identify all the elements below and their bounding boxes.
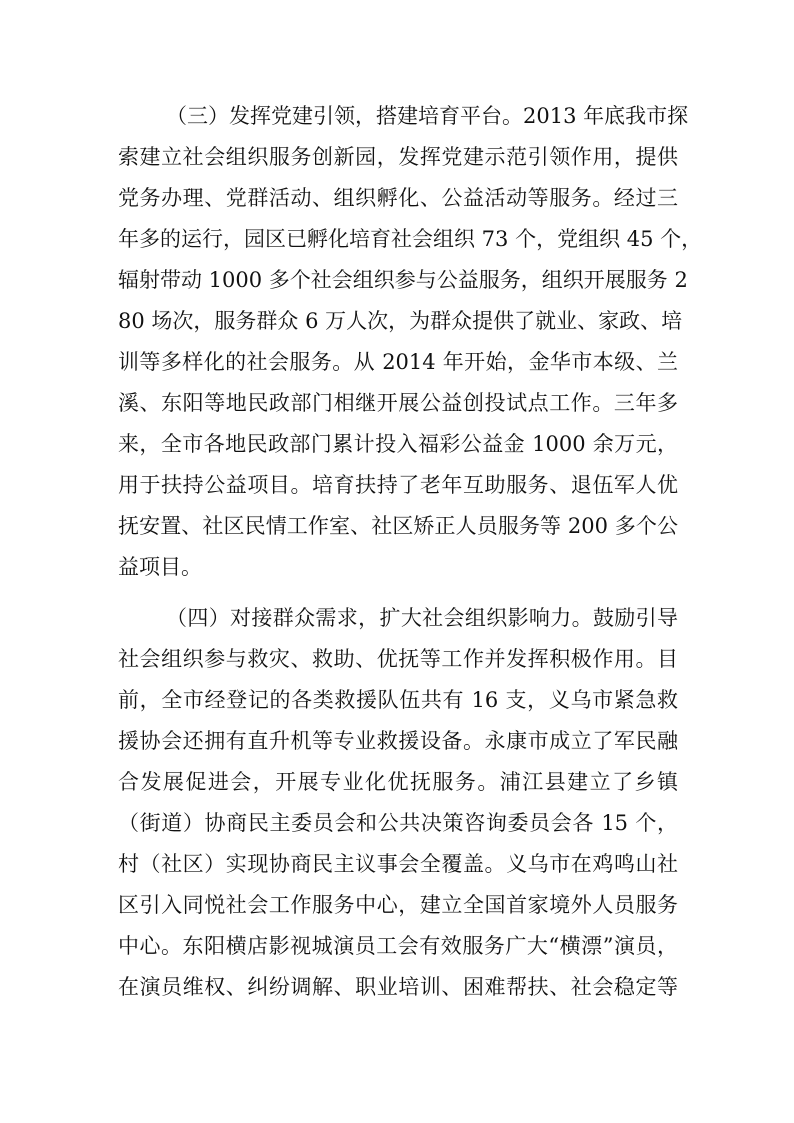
- paragraph-3-line-3: 党务办理、党群活动、组织孵化、公益活动等服务。经过三: [118, 186, 678, 210]
- paragraph-3-line-1: （三）发挥党建引领，搭建培育平台。2013 年底我市探: [166, 104, 689, 128]
- paragraph-spacer: [118, 588, 678, 598]
- paragraph-3-line-2: 索建立社会组织服务创新园，发挥党建示范引领作用，提供: [118, 145, 678, 169]
- paragraph-4-line-8: 区引入同悦社会工作服务中心，建立全国首家境外人员服务: [118, 893, 678, 917]
- paragraph-4-line-10: 在演员维权、纠纷调解、职业培训、困难帮扶、社会稳定等: [118, 975, 678, 999]
- paragraph-3-line-11: 抚安置、社区民情工作室、社区矫正人员服务等 200 多个公: [118, 514, 678, 538]
- paragraph-3-line-4: 年多的运行，园区已孵化培育社会组织 73 个，党组织 45 个，: [118, 227, 703, 251]
- paragraph-4-line-6: （街道）协商民主委员会和公共决策咨询委员会各 15 个，: [118, 811, 678, 835]
- paragraph-4-line-2: 社会组织参与救灾、救助、优抚等工作并发挥积极作用。目: [118, 647, 678, 671]
- paragraph-4-line-1: （四）对接群众需求，扩大社会组织影响力。鼓励引导: [166, 606, 678, 630]
- paragraph-4-line-5: 合发展促进会，开展专业化优抚服务。浦江县建立了乡镇: [118, 770, 678, 794]
- paragraph-3-line-8: 溪、东阳等地民政部门相继开展公益创投试点工作。三年多: [118, 391, 678, 415]
- paragraph-4-line-3: 前，全市经登记的各类救援队伍共有 16 支，义乌市紧急救: [118, 688, 678, 712]
- paragraph-4-line-7: 村（社区）实现协商民主议事会全覆盖。义乌市在鸡鸣山社: [118, 852, 678, 876]
- paragraph-4-line-9: 中心。东阳横店影视城演员工会有效服务广大“横漂”演员，: [118, 934, 678, 958]
- paragraph-3-line-10: 用于扶持公益项目。培育扶持了老年互助服务、退伍军人优: [118, 473, 678, 497]
- paragraph-3-line-5: 辐射带动 1000 多个社会组织参与公益服务，组织开展服务 2: [118, 268, 688, 292]
- paragraph-3-line-9: 来，全市各地民政部门累计投入福彩公益金 1000 余万元，: [118, 432, 678, 456]
- document-body: [118, 96, 703, 1008]
- paragraph-3-line-6: 80 场次，服务群众 6 万人次，为群众提供了就业、家政、培: [118, 309, 683, 333]
- paragraph-4-line-4: 援协会还拥有直升机等专业救援设备。永康市成立了军民融: [118, 729, 678, 753]
- paragraph-3-line-7: 训等多样化的社会服务。从 2014 年开始，金华市本级、兰: [118, 350, 678, 374]
- paragraph-3-line-12: 益项目。: [118, 555, 202, 579]
